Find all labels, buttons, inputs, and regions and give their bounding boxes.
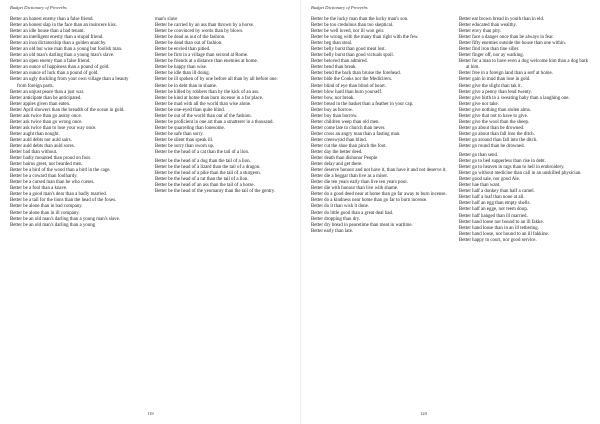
proverb-entry: Better bend the back than bruise the forehead. bbox=[311, 71, 401, 77]
proverb-entry: Better day the better deed. bbox=[311, 150, 363, 156]
proverb-entry: Better beloved than admired. bbox=[311, 59, 368, 65]
proverb-entry: Better hand loose than in an ill tethering. bbox=[459, 225, 539, 231]
proverb-entry: Better beg than steal. bbox=[311, 41, 353, 47]
proverb-entry: Better cut the shoe than pinch the foot. bbox=[311, 143, 387, 149]
proverb-entry: Better be the head of a pike than the tail of a sturgeon. bbox=[155, 171, 261, 177]
right-page bbox=[300, 0, 600, 424]
proverb-entry: Better give birth to a sweating baby than a laughing one. bbox=[459, 95, 570, 101]
proverb-entry: Better be proficient in one art than a smatterer in a thousand. bbox=[155, 119, 274, 125]
proverb-entry: Better be an old man's darling than a young man's slave. bbox=[10, 216, 121, 222]
proverb-entry: Better for a man to have even a dog welcome him than a dog bark at him. bbox=[459, 59, 589, 71]
proverb-entry: Better buy than borrow. bbox=[311, 113, 358, 119]
proverb-entry: Better blow hard than burn yourself. bbox=[311, 89, 383, 95]
proverb-entry: Better go round than be drowned. bbox=[459, 143, 525, 149]
proverb-entry: Better find iron than tine siller. bbox=[459, 47, 520, 53]
proverb-entry: Better be mad with all the world than wise alone. bbox=[155, 101, 252, 107]
proverb-entry: Better come late to church than never. bbox=[311, 125, 386, 131]
proverb-entry: Better delay and get there. bbox=[311, 162, 363, 168]
proverb-entry: Better give nor take. bbox=[459, 101, 499, 107]
proverb-entry: Better be a good man's dear than a badly married. bbox=[10, 192, 108, 198]
proverb-entry: Better happy to court, nor good service. bbox=[459, 237, 537, 243]
proverb-entry: Better be in debt than in shame. bbox=[155, 83, 218, 89]
proverb-entry: Better do it than wish it done. bbox=[311, 204, 369, 210]
proverb-entry: Better free in a foreign land than a serf at home. bbox=[459, 71, 553, 77]
proverb-entry: Better be carried by an ass than thrown by a horse. bbox=[155, 23, 255, 29]
proverb-entry: Better dropping than dry. bbox=[311, 216, 361, 222]
proverb-entry: Better be dead as out of the fashion. bbox=[155, 35, 226, 41]
proverb-entry: Better auld debts nor auld sairs. bbox=[10, 137, 72, 143]
proverb-entry: Better auld debts than auld sores. bbox=[10, 143, 75, 149]
proverb-entry: Better give a penny than lend twenty. bbox=[459, 89, 532, 95]
proverb-entry: Better an intelligent enemy than a stupid friend. bbox=[10, 35, 104, 41]
proverb-entry: Better an honest enemy than a false friend. bbox=[10, 17, 94, 22]
proverb-entry: Better die with honour than live with shame. bbox=[311, 186, 399, 192]
proverb-entry: Better an ounce of happiness than a pound of gold. bbox=[10, 65, 110, 71]
proverb-entry: Better go than send. bbox=[459, 153, 499, 159]
proverb-entry: Better an honest slap in the face than an insincere kiss. bbox=[10, 23, 117, 29]
proverb-entry: Better bide the Cooks nor the Medicirers. bbox=[311, 77, 393, 83]
proverb-entry: Better go to heaven in rags than to hell in embroidery. bbox=[459, 165, 565, 171]
proverb-entry: Better be the head of a cat than the tail of a lion. bbox=[155, 150, 250, 156]
proverb-entry: Better cross an angry man than a fasting man. bbox=[311, 131, 401, 137]
text-column bbox=[311, 17, 449, 235]
proverb-entry: Better badly mounted than proud on foot. bbox=[10, 156, 92, 162]
proverb-entry: Better an old man's darling than a young man's slave. bbox=[10, 53, 115, 59]
proverb-entry: Better anticipate than be anticipated. bbox=[10, 95, 82, 101]
proverb-entry: Better bend than break. bbox=[311, 65, 357, 71]
proverb-entry: Better finger off, nor ay warking. bbox=[459, 53, 524, 59]
proverb-entry: Better be the head of an ass than the tail of a horse. bbox=[155, 183, 255, 189]
proverb-entry: Better an ounce of luck than a pound of gold. bbox=[10, 71, 99, 77]
text-column bbox=[10, 17, 138, 229]
proverb-entry: Better belly burst than good meat lost. bbox=[311, 47, 386, 53]
proverb-entry: Better an unjust peace than a just war. bbox=[10, 89, 85, 95]
proverb-entry: Better be envied than pitied. bbox=[155, 47, 211, 53]
proverb-entry: Better bairns greet, nor bearded men. bbox=[10, 162, 83, 168]
proverb-entry: Better children weep than old men. bbox=[311, 119, 380, 125]
proverb-entry: Better gain in mud than lose in gold. bbox=[459, 77, 531, 83]
proverb-entry: Better be a coward than foolhardy. bbox=[10, 174, 78, 180]
proverb-entry: Better go about than be drowned. bbox=[459, 125, 525, 131]
proverb-entry: Better an ugly duckling from your own village than a beauty from foreign parts. bbox=[10, 77, 129, 89]
proverb-entry: Better be convinced by words than by blows. bbox=[155, 29, 244, 35]
proverb-entry: Better half hanged than ill married. bbox=[459, 213, 528, 219]
proverb-entry: Better be ill spoken of by one before all than by all before one. bbox=[155, 77, 278, 83]
proverb-entry: Better creeswyad than blind. bbox=[311, 137, 367, 143]
proverb-entry: Better be idle than ill doing. bbox=[155, 71, 210, 77]
proverb-entry: Better be a fool than a knave. bbox=[10, 186, 68, 192]
proverb-entry: Better be wrong with the many than right with the few. bbox=[311, 35, 419, 41]
proverb-entry: Better do a kindness near home than go far to burn incense. bbox=[311, 198, 428, 204]
proverb-entry: Better be too credulous than too skeptical. bbox=[311, 23, 394, 29]
proverb-entry: Better hand loose, nor bound to an ill fakkine. bbox=[459, 231, 549, 237]
proverb-entry: Better blind of eye than blind of heart. bbox=[311, 83, 386, 89]
proverb-entry: Better be kind at home than burn incense in a far place. bbox=[155, 95, 264, 101]
proverb-entry: Better hand loose nor bound to an ill fakke. bbox=[459, 219, 544, 225]
proverb-entry: Better an open enemy than a false friend. bbox=[10, 59, 91, 65]
page-header: Budget Dictionary of Proverbs bbox=[311, 5, 368, 10]
proverb-entry: man's slave bbox=[155, 17, 178, 22]
proverb-entry: Better give the slight than tak it. bbox=[459, 83, 522, 89]
proverb-entry: Better buy as borrow. bbox=[311, 107, 354, 113]
proverb-entry: Better bow, nor break. bbox=[311, 95, 355, 101]
proverb-entry: Better aught than nought. bbox=[10, 131, 60, 137]
proverb-entry: Better be first in a village than second at Rome. bbox=[155, 53, 249, 59]
proverb-entry: Better do a good deed near at home than go far away to burn incense. bbox=[311, 192, 447, 198]
proverb-entry: Better be friends at a distance than enemies at home. bbox=[155, 59, 258, 65]
proverb-entry: Better go around than fall into the ditch. bbox=[459, 137, 538, 143]
proverb-entry: Better fifty enemies outside the house than one within. bbox=[459, 41, 566, 47]
proverb-entry: Better ask twice than go wrong once. bbox=[10, 119, 83, 125]
proverb-entry: Better be an old man's darling than a young bbox=[10, 222, 96, 228]
proverb-entry: Better be dead than out of fashion. bbox=[155, 41, 223, 47]
proverb-entry: Better be quarreling than lonesome. bbox=[155, 125, 225, 131]
proverb-entry: Better educated than wealthy. bbox=[459, 23, 517, 29]
proverb-entry: Better be the head of a lizard than the tail of a dragon. bbox=[155, 165, 261, 171]
proverb-entry: Better half a donkey than half a camel. bbox=[459, 189, 535, 195]
proverb-entry: Better half an egg than empty shells. bbox=[459, 201, 531, 207]
proverb-entry: Better go without medicine than call in an unskilled physician. bbox=[459, 171, 582, 177]
proverb-entry: Better envy than pity. bbox=[459, 29, 502, 35]
proverb-entry: Better face a danger once than be always in fear. bbox=[459, 35, 554, 41]
proverb-entry: Better early than late. bbox=[311, 228, 354, 234]
proverb-entry: Better be silent than speak ill. bbox=[155, 137, 214, 143]
proverb-entry: Better be the head of the yeomanry than the tail of the gentry. bbox=[155, 189, 276, 195]
proverb-entry: Better do little good than a great deal bad. bbox=[311, 210, 394, 216]
proverb-entry: Better death than dishonor People bbox=[311, 156, 378, 162]
proverb-entry: Better give nothing than stolen alms. bbox=[459, 107, 531, 113]
proverb-entry: Better hae than want. bbox=[459, 183, 501, 189]
proverb-entry: Better good sale, nor good Ale. bbox=[459, 177, 520, 183]
proverb-entry: Better give the wool than the sheep. bbox=[459, 119, 530, 125]
proverb-entry: Better an iron dictatorship than a golden anarchy. bbox=[10, 41, 107, 47]
proverb-entry: Better be the head of a rat than the tail of a lion. bbox=[155, 177, 249, 183]
proverb-entry: Better half an egge, nor teem doup. bbox=[459, 207, 528, 213]
proverb-entry: Better die a beggar than live as a miser. bbox=[311, 174, 388, 180]
page-number: 120 bbox=[420, 411, 427, 416]
proverb-entry: Better be alone than in ill company. bbox=[10, 210, 80, 216]
proverb-entry: Better ask twice than go astray once. bbox=[10, 113, 82, 119]
text-column bbox=[459, 17, 591, 244]
proverb-entry: Better be a bird of the wood than a bird in the cage. bbox=[10, 168, 111, 174]
proverb-entry: Better dry bread in peacetime than meat in wartime. bbox=[311, 222, 413, 228]
proverb-entry: Better an idle house than a bad tenant. bbox=[10, 29, 85, 35]
proverb-entry: Better be killed by robbers than by the kick of an ass. bbox=[155, 89, 260, 95]
proverb-entry: Better give that not to have to give. bbox=[459, 113, 528, 119]
proverb-entry: Better be sorry than sworn up. bbox=[155, 143, 215, 149]
proverb-entry: Better be a tail for the lions than the head of the foxes. bbox=[10, 198, 117, 204]
proverb-entry: Better April showers than the breadth of the ocean in gold. bbox=[10, 107, 125, 113]
text-column bbox=[155, 17, 283, 195]
proverb-entry: Better go about than fall into the ditch. bbox=[459, 131, 535, 137]
page-number: 119 bbox=[147, 411, 154, 416]
proverb-entry: Better half a loaf than none at all. bbox=[459, 195, 525, 201]
proverb-entry: Better die ten years early than live ten years poor. bbox=[311, 180, 408, 186]
proverb-entry: Better be safe than sorry. bbox=[155, 131, 204, 137]
proverb-entry: Better ask twice than to lose your way once. bbox=[10, 125, 97, 131]
proverb-entry: Better bad than without. bbox=[10, 150, 58, 156]
proverb-entry: Better be the lucky man than the lucky man's son. bbox=[311, 17, 409, 22]
proverb-entry: Better be a cursed man than he who curses. bbox=[10, 180, 95, 186]
proverb-entry: Better be out of the world than out of the fashion. bbox=[155, 113, 252, 119]
proverb-entry: Better be happy than wise. bbox=[155, 65, 208, 71]
proverb-entry: Better bread in the basket than a feather in your cap. bbox=[311, 101, 414, 107]
proverb-entry: Better apples given than eaten. bbox=[10, 101, 71, 107]
proverb-entry: Better eat brown bread in youth than in eld. bbox=[459, 17, 545, 22]
page-header: Budget Dictionary of Proverbs bbox=[10, 5, 67, 10]
proverb-entry: Better an old but wise man than a young but foolish man. bbox=[10, 47, 123, 53]
proverb-entry: Better go to bed supperless than rise in debt. bbox=[459, 159, 546, 165]
proverb-entry: Better belly burst than good victuals spoil. bbox=[311, 53, 394, 59]
proverb-entry: Better be the head of a dog than the tail of a lion. bbox=[155, 159, 251, 165]
proverb-entry: Better be well loved, nor ill won geir. bbox=[311, 29, 385, 35]
proverb-entry: Better be one-eyed than quite blind. bbox=[155, 107, 226, 113]
proverb-entry: Better be alone than in bad company. bbox=[10, 204, 83, 210]
proverb-entry: Better deserve honour and not have it, than have it and not deserve it. bbox=[311, 168, 447, 174]
